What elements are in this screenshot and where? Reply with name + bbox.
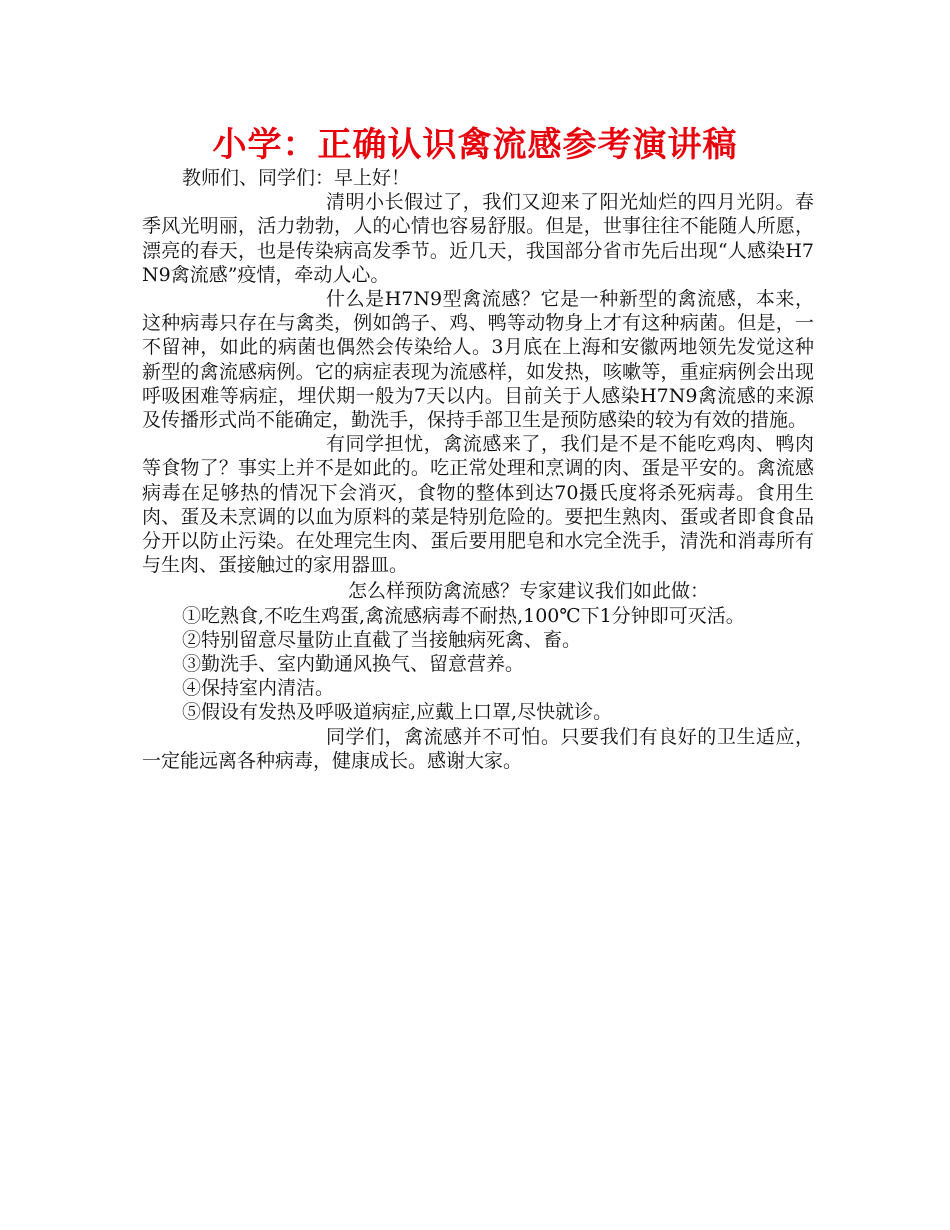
paragraph-intro: 清明小长假过了，我们又迎来了阳光灿烂的四月光阴。春季风光明丽，活力勃勃，人的心情也容易舒服。但是，世事往往不能随人所愿，漂亮的春天，也是传染病高发季节。近几天，我国部分省市先后出现“人感染H7N9禽流感”疫情，牵动人心。: [142, 191, 814, 286]
paragraph-what-is-h7n9: 什么是H7N9型禽流感？它是一种新型的禽流感，本来，这种病毒只存在与禽类，例如鸽子、鸡、鸭等动物身上才有这种病菌。但是，一不留神，如此的病菌也偶然会传染给人。3月底在上海和安徽两地领先发觉这种新型的禽流感病例。它的病症表现为流感样，如发热，咳嗽等，重症病例会出现呼吸困难等病症，埋伏期一般为7天以内。目前关于人感染H7N9禽流感的来源及传播形式尚不能确定，勤洗手，保持手部卫生是预防感染的较为有效的措施。: [142, 288, 814, 432]
prevention-item-4: ④保持室内清洁。: [182, 677, 335, 700]
prevention-item-1: ①吃熟食,不吃生鸡蛋,禽流感病毒不耐热,100℃下1分钟即可灭活。: [182, 604, 745, 627]
closing-paragraph: 同学们，禽流感并不可怕。只要我们有良好的卫生适应，一定能远离各种病毒，健康成长。感谢大家。: [142, 725, 814, 772]
prevention-intro: 怎么样预防禽流感？专家建议我们如此做：: [348, 580, 710, 603]
document-title: 小学：正确认识禽流感参考演讲稿: [212, 125, 738, 165]
paragraph-food-safety: 有同学担忧，禽流感来了，我们是不是不能吃鸡肉、鸭肉等食物了？事实上并不是如此的。吃正常处理和烹调的肉、蛋是平安的。禽流感病毒在足够热的情况下会消灭，食物的整体到达70摄氏度将杀死病毒。食用生肉、蛋及未烹调的以血为原料的菜是特别危险的。要把生熟肉、蛋或者即食食品分开以防止污染。在处理完生肉、蛋后要用肥皂和水完全洗手，清洗和消毒所有与生肉、蛋接触过的家用器皿。: [142, 433, 814, 577]
prevention-item-3: ③勤洗手、室内勤通风换气、留意营养。: [182, 653, 525, 676]
document-body: [142, 166, 814, 773]
greeting: 教师们、同学们：早上好！: [182, 167, 411, 189]
prevention-item-2: ②特别留意尽量防止直截了当接触病死禽、畜。: [182, 628, 582, 651]
prevention-item-5: ⑤假设有发热及呼吸道病症,应戴上口罩,尽快就诊。: [182, 701, 613, 724]
